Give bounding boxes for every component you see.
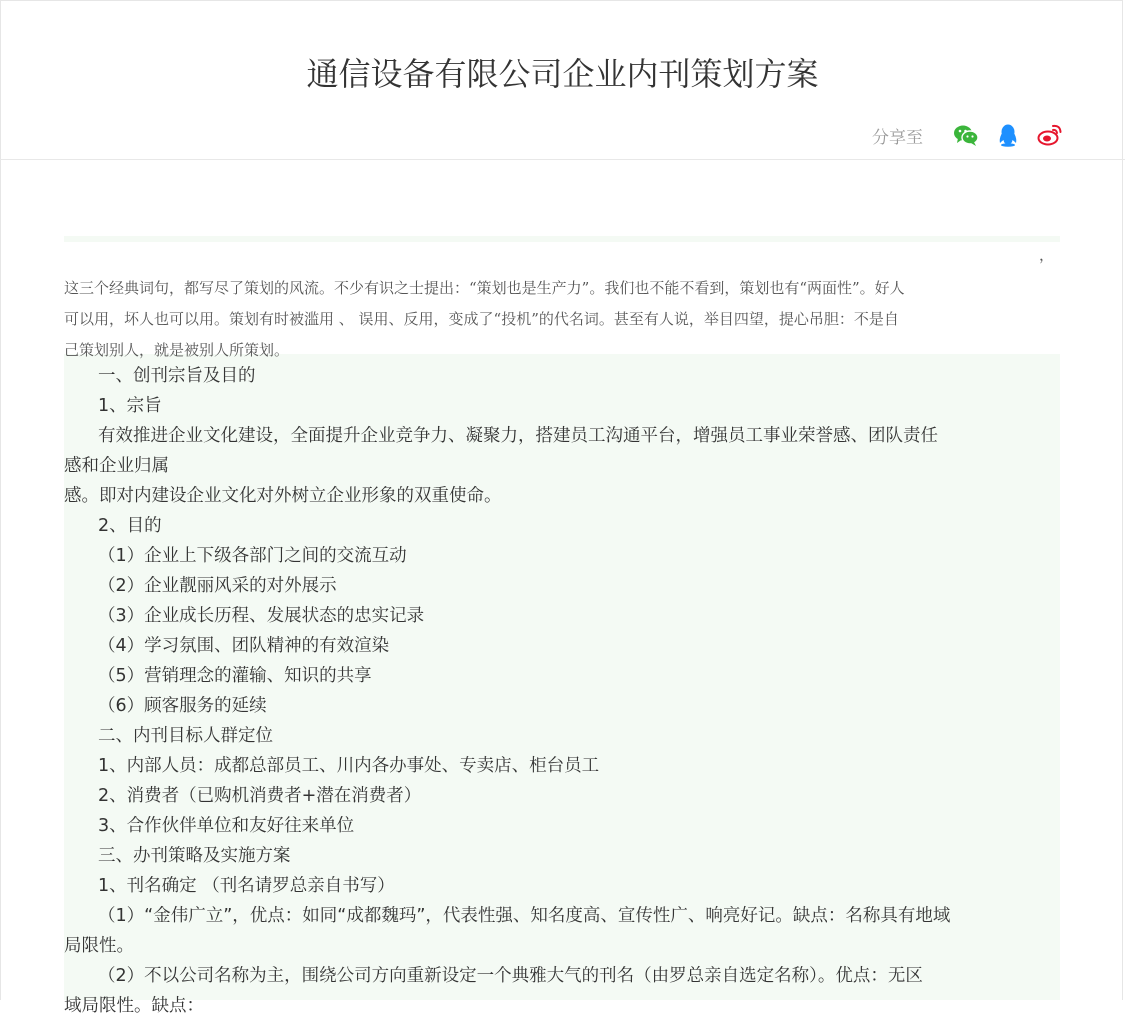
list-item: 3、合作伙伴单位和友好往来单位 (98, 816, 355, 836)
intro-comma: ， (1039, 246, 1055, 264)
list-item: （1）企业上下级各部门之间的交流互动 (98, 546, 407, 566)
paragraph-line: 局限性。 (64, 936, 134, 956)
list-item: （2）企业靓丽风采的对外展示 (98, 576, 337, 596)
paragraph-line: 感和企业归属 (64, 456, 169, 476)
section-heading: 三、办刊策略及实施方案 (98, 846, 291, 866)
list-item: （3）企业成长历程、发展状态的忠实记录 (98, 606, 425, 626)
paragraph-line: （2）不以公司名称为主，围绕公司方向重新设定一个典雅大气的刊名（由罗总亲自选定名称）。优点：无区 (98, 966, 923, 986)
paragraph-line: （1）“金伟广立”，优点：如同“成都魏玛”，代表性强、知名度高、宣传性广、响亮好记。缺点：名称具有地域 (98, 906, 951, 926)
list-item: 2、消费者（已购机消费者+潜在消费者） (98, 786, 422, 806)
sub-heading: 1、宗旨 (98, 396, 162, 416)
section-heading: 二、内刊目标人群定位 (98, 726, 273, 746)
intro-paragraph (64, 242, 1060, 359)
qq-icon[interactable] (995, 122, 1021, 148)
article-header (0, 0, 1125, 160)
paragraph-line: 域局限性。缺点： (64, 996, 204, 1016)
paragraph-line: 感。即对内建设企业文化对外树立企业形象的双重使命。 (64, 486, 502, 506)
weibo-icon[interactable] (1037, 122, 1063, 148)
share-bar (872, 120, 1063, 150)
paragraph-line: 有效推进企业文化建设，全面提升企业竞争力、凝聚力，搭建员工沟通平台，增强员工事业荣誉感、团队责任 (98, 426, 938, 446)
wechat-icon[interactable] (953, 122, 979, 148)
sub-heading: 1、刊名确定 （刊名请罗总亲自书写） (98, 876, 395, 896)
sub-heading: 2、目的 (98, 516, 162, 536)
intro-line: 己策划别人，就是被别人所策划。 (64, 341, 290, 359)
list-item: （4）学习氛围、团队精神的有效渲染 (98, 636, 390, 656)
section-heading: 一、创刊宗旨及目的 (98, 366, 256, 386)
article-content (64, 236, 1060, 1016)
list-item: （5）营销理念的灌输、知识的共享 (98, 666, 372, 686)
intro-line: 这三个经典词句，都写尽了策划的风流。不少有识之士提出：“策划也是生产力”。我们也不能不看到，策划也有“两面性”。好人 (64, 279, 905, 297)
page-title: 通信设备有限公司企业内刊策划方案 (306, 55, 819, 93)
intro-line: 可以用，坏人也可以用。策划有时被滥用 、 误用、反用，变成了“投机”的代名词。甚至有人说，举目四望，提心吊胆：不是自 (64, 310, 899, 328)
share-label: 分享至 (872, 127, 923, 148)
list-item: （6）顾客服务的延续 (98, 696, 267, 716)
list-item: 1、内部人员：成都总部员工、川内各办事处、专卖店、柜台员工 (98, 756, 600, 776)
